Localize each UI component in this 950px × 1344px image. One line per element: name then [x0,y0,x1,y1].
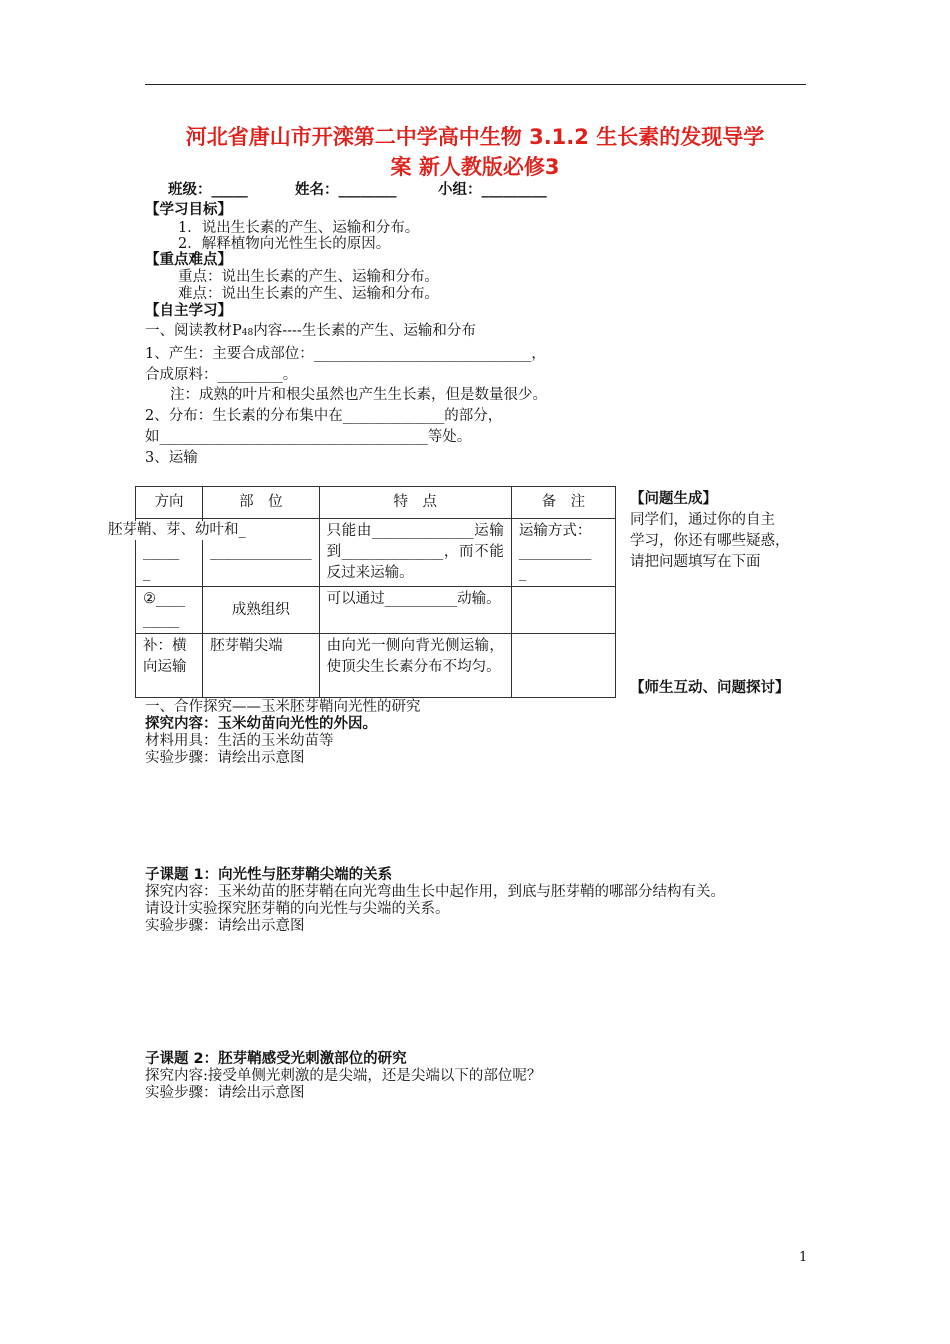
interaction-heading: 【师生互动、问题探讨】 [630,680,790,696]
table-cell [511,634,615,698]
goal-item: 1．说出生长素的产生、运输和分布。 [178,220,420,236]
raw-material-line: 合成原料：_________。 [145,367,298,383]
document-title-line2: 案 新人教版必修3 [390,155,560,179]
subtopic2-steps: 实验步骤：请绘出示意图 [145,1085,305,1101]
table-cell: ②____ _____ [136,587,203,634]
header-rule [145,84,806,85]
note-line: 注：成熟的叶片和根尖虽然也产生生长素，但是数量很少。 [170,387,547,403]
table-cell: 只能由______________运输到______________，而不能反过来运输。 [319,519,511,587]
subtopic1-content: 请设计实验探究胚芽鞘的向光性与尖端的关系。 [145,901,450,917]
table-cell [511,587,615,634]
table-cell: 胚芽鞘尖端 [203,634,320,698]
subtopic2-content: 探究内容:接受单侧光刺激的是尖端，还是尖端以下的部位呢？ [145,1068,542,1084]
distribution-line: 2、分布：生长素的分布集中在______________的部分， [145,408,503,424]
class-field: 班级：_____ [168,182,248,198]
selfstudy-heading: 【自主学习】 [145,303,232,319]
keypoints-heading: 【重点难点】 [145,252,232,268]
transport-line: 3、运输 [145,450,198,466]
key-point: 重点：说出生长素的产生、运输和分布。 [178,269,439,285]
question-line: 同学们，通过你的自主 [630,512,775,528]
table-cell: 成熟组织 [203,587,320,634]
name-field: 姓名：________ [295,182,397,198]
table-overlay-text: 胚芽鞘、芽、幼叶和_ [108,522,246,538]
distribution-example-line: 如_____________________________________等处。 [145,429,472,445]
page-number: 1 [799,1250,808,1265]
explore-materials: 材料用具：生活的玉米幼苗等 [145,733,334,749]
table-cell: _____ _ [136,519,203,587]
table-header: 方向 [136,487,203,519]
table-header: 备 注 [511,487,615,519]
goals-heading: 【学习目标】 [145,202,232,218]
document-title-line1: 河北省唐山市开滦第二中学高中生物 3.1.2 生长素的发现导学 [185,125,765,149]
table-header: 部 位 [203,487,320,519]
difficult-point: 难点：说出生长素的产生、运输和分布。 [178,286,439,302]
subtopic1-steps: 实验步骤：请绘出示意图 [145,918,305,934]
question-line: 学习，你还有哪些疑惑， [630,533,790,549]
goal-item: 2．解释植物向光性生长的原因。 [178,236,391,252]
subtopic1-content: 探究内容：玉米幼苗的胚芽鞘在向光弯曲生长中起作用，到底与胚芽鞘的哪部分结构有关。 [145,884,725,900]
question-heading: 【问题生成】 [630,491,717,507]
group-field: 小组：_________ [438,182,547,198]
selfstudy-intro: 一、阅读教材P48内容----生长素的产生、运输和分布 [145,323,476,339]
production-line: 1、产生：主要合成部位：______________________________， [145,346,546,362]
table-header: 特 点 [319,487,511,519]
explore-heading: 一、合作探究——玉米胚芽鞘向光性的研究 [145,699,421,715]
subtopic1-heading: 子课题 1：向光性与胚芽鞘尖端的关系 [145,867,393,883]
table-cell: 运输方式： __________ _ [511,519,615,587]
explore-steps: 实验步骤：请绘出示意图 [145,750,305,766]
explore-content: 探究内容：玉米幼苗向光性的外因。 [145,716,377,732]
question-line: 请把问题填写在下面 [630,554,761,570]
table-cell: 补：横向运输 [136,634,203,698]
table-cell: 可以通过__________动输。 [319,587,511,634]
subtopic2-heading: 子课题 2：胚芽鞘感受光刺激部位的研究 [145,1051,407,1067]
transport-table [135,486,616,698]
table-cell: ______________ [203,519,320,587]
table-cell: 由向光一侧向背光侧运输，使顶尖生长素分布不均匀。 [319,634,511,698]
